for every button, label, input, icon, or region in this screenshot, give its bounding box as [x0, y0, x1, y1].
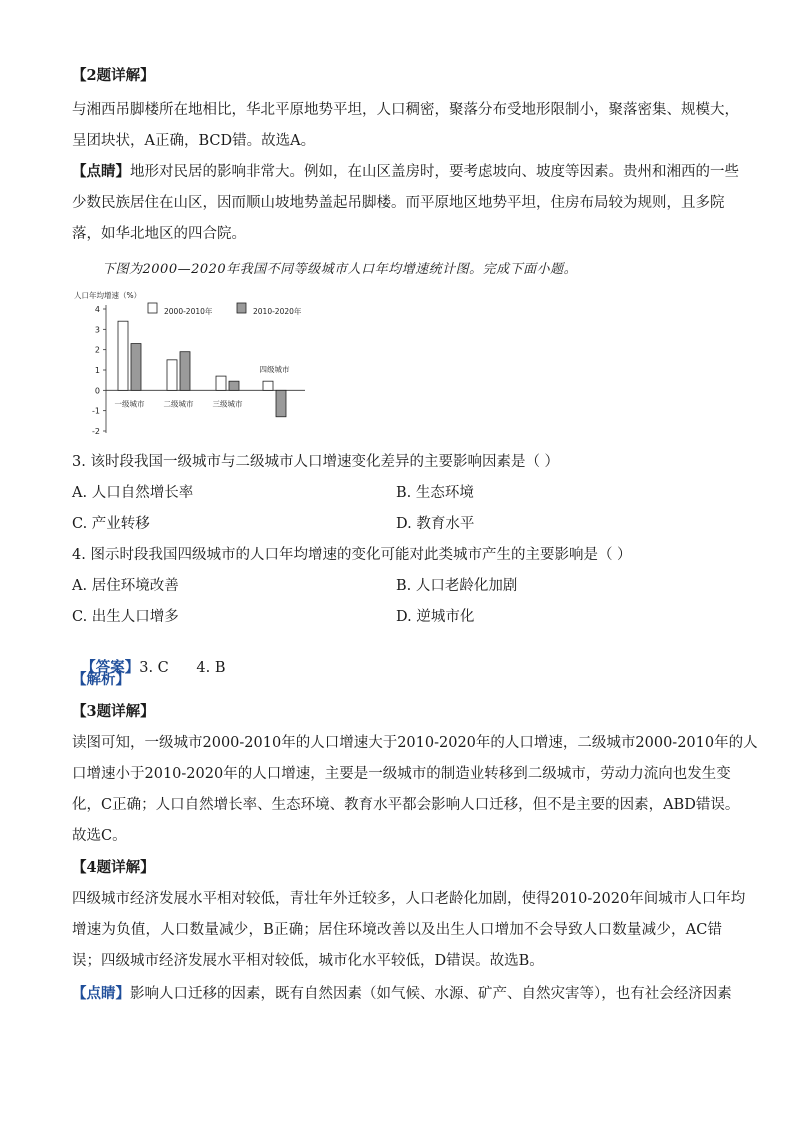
- answer-text: 3. C 4. B: [139, 660, 226, 676]
- y-tick-label: 0: [94, 386, 100, 396]
- legend-swatch-2000-2010: [148, 303, 157, 313]
- q4-detail-line-3: 误；四级城市经济发展水平相对较低，城市化水平较低，D错误。故选B。: [72, 953, 544, 969]
- q2-detail-line-1: 与湘西吊脚楼所在地相比，华北平原地势平坦，人口稠密，聚落分布受地形限制小，聚落密集、规模大，: [72, 102, 739, 118]
- q3-detail-heading: 【3题详解】: [72, 703, 155, 720]
- bar-2010-2020-1: [131, 344, 141, 391]
- bar-2000-2010-4: [263, 381, 273, 390]
- legend-label-2010-2020: 2010-2020年: [253, 307, 302, 316]
- category-label-2: 二级城市: [163, 399, 194, 409]
- q3-stem: 3. 该时段我国一级城市与二级城市人口增速变化差异的主要影响因素是（ ）: [72, 454, 560, 470]
- y-tick-label: 1: [94, 366, 100, 375]
- q3-detail-line-1: 读图可知，一级城市2000-2010年的人口增速大于2010-2020年的人口增速，二级城市2000-2010年的人: [72, 735, 758, 751]
- q4-stem: 4. 图示时段我国四级城市的人口年均增速的变化可能对此类城市产生的主要影响是（ ）: [72, 547, 632, 563]
- q3-option-d: D. 教育水平: [396, 516, 475, 532]
- q3-detail-line-3: 化，C正确；人口自然增长率、生态环境、教育水平都会影响人口迁移，但不是主要的因素，ABD错误。: [72, 797, 740, 813]
- dianjing-1-line-2: 少数民族居住在山区，因而顺山坡地势盖起吊脚楼。而平原地区地势平坦，住房布局较为规则，且多院: [72, 195, 725, 211]
- dianjing-2-text: 影响人口迁移的因素，既有自然因素（如气候、水源、矿产、自然灾害等），也有社会经济因素: [130, 986, 732, 1002]
- category-label-4: 四级城市: [259, 365, 290, 375]
- analysis-label: 【解析】: [72, 671, 130, 688]
- dianjing-2-line: [72, 984, 732, 1004]
- dianjing-1-label: 【点睛】: [72, 163, 130, 180]
- dianjing-2-label: 【点睛】: [72, 985, 130, 1002]
- bar-2010-2020-3: [229, 381, 239, 390]
- y-tick-label: -1: [92, 406, 100, 416]
- y-tick-label: 2: [94, 345, 100, 355]
- bar-2000-2010-3: [216, 376, 226, 390]
- y-ticks: [92, 305, 106, 436]
- legend-label-2000-2010: 2000-2010年: [164, 307, 213, 316]
- q2-detail-line-2: 呈团块状，A正确，BCD错。故选A。: [72, 133, 316, 149]
- q4-option-c: C. 出生人口增多: [72, 609, 179, 625]
- bar-2010-2020-2: [180, 352, 190, 391]
- q4-option-d: D. 逆城市化: [396, 609, 475, 625]
- y-tick-label: 3: [94, 325, 100, 335]
- dianjing-1-line-3: 落，如华北地区的四合院。: [72, 226, 246, 242]
- q3-detail-line-2: 口增速小于2010-2020年的人口增速，主要是一级城市的制造业转移到二级城市，劳动力流向也发生变: [72, 766, 731, 782]
- q4-detail-heading: 【4题详解】: [72, 859, 155, 876]
- bar-2000-2010-1: [118, 321, 128, 390]
- q3-option-a: A. 人口自然增长率: [72, 485, 194, 501]
- q4-detail-line-2: 增速为负值，人口数量减少，B正确；居住环境改善以及出生人口增加不会导致人口数量减少，AC错: [72, 922, 722, 938]
- category-label-3: 三级城市: [212, 399, 243, 409]
- q4-option-b: B. 人口老龄化加剧: [396, 578, 518, 594]
- y-tick-label: -2: [92, 427, 100, 436]
- bar-2000-2010-2: [167, 360, 177, 391]
- chart-intro: 下图为2000—2020年我国不同等级城市人口年均增速统计图。完成下面小题。: [102, 262, 578, 277]
- q4-option-a: A. 居住环境改善: [72, 578, 179, 594]
- q3-option-b: B. 生态环境: [396, 485, 474, 501]
- y-tick-label: 4: [94, 305, 100, 314]
- dianjing-1-text-1: 地形对民居的影响非常大。例如，在山区盖房时，要考虑坡向、坡度等因素。贵州和湘西的一些: [130, 164, 739, 180]
- category-label-1: 一级城市: [114, 399, 145, 409]
- q3-option-c: C. 产业转移: [72, 516, 150, 532]
- q4-detail-line-1: 四级城市经济发展水平相对较低，青壮年外迁较多，人口老龄化加剧，使得2010-2020年间城市人口年均: [72, 891, 746, 907]
- q2-detail-heading: 【2题详解】: [72, 67, 155, 84]
- chart-ylabel: 人口年均增速（%）: [74, 291, 142, 300]
- bar-2010-2020-4: [276, 390, 286, 416]
- population-growth-chart: [70, 287, 320, 437]
- q3-detail-line-4: 故选C。: [72, 828, 127, 844]
- legend-swatch-2010-2020: [237, 303, 246, 313]
- answer-label: 【答案】: [81, 659, 140, 676]
- dianjing-1-line-1: [72, 162, 739, 182]
